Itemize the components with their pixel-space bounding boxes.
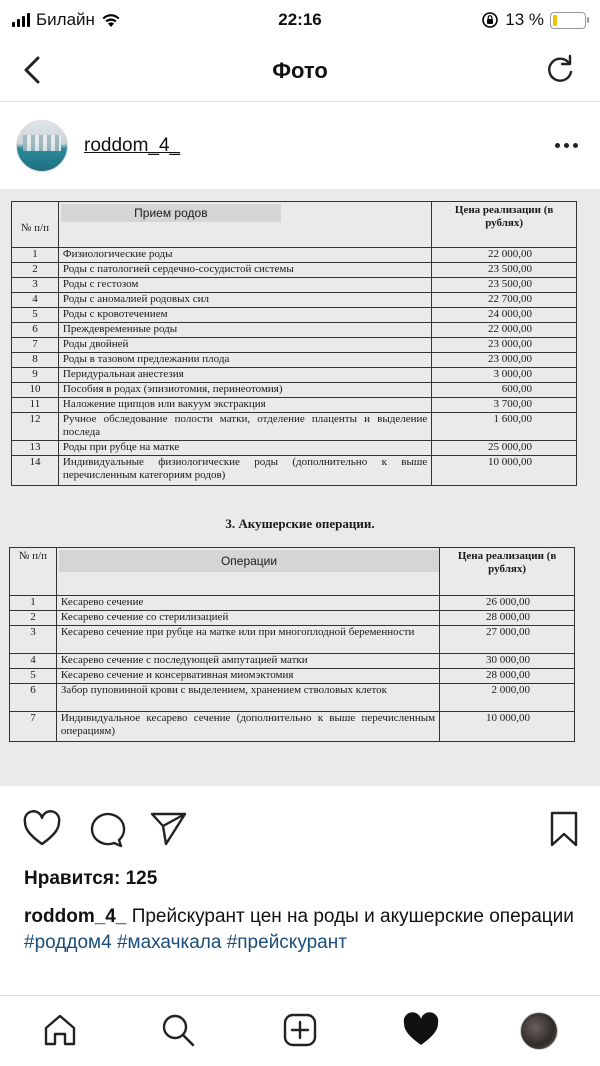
cell-num: 10	[12, 383, 59, 398]
cell-num: 11	[12, 398, 59, 413]
cell-price: 22 000,00	[432, 323, 577, 338]
table2-col-name: Операции	[59, 550, 439, 572]
search-icon[interactable]	[160, 1012, 196, 1048]
post-header	[0, 103, 600, 189]
cell-price: 600,00	[432, 383, 577, 398]
cell-price: 10 000,00	[432, 456, 577, 486]
table-row	[12, 383, 577, 398]
table-row	[10, 611, 575, 626]
cell-name: Роды при рубце на матке	[58, 441, 431, 456]
cell-price: 3 000,00	[432, 368, 577, 383]
cell-price: 2 000,00	[440, 684, 575, 712]
cell-price: 3 700,00	[432, 398, 577, 413]
cell-num: 13	[12, 441, 59, 456]
table-row	[12, 338, 577, 353]
cell-name: Кесарево сечение при рубце на матке или при многоплодной беременности	[56, 626, 439, 654]
hashtag-link[interactable]: #прейскурант	[226, 932, 347, 953]
battery-percent: 13 %	[505, 10, 544, 29]
cell-num: 12	[12, 413, 59, 441]
table1-col-num: № п/п	[12, 202, 59, 248]
table-row	[10, 684, 575, 712]
cell-name: Кесарево сечение и консервативная миомэктомия	[56, 669, 439, 684]
cell-price: 23 500,00	[432, 263, 577, 278]
table2-body	[10, 596, 575, 742]
cell-name: Перидуральная анестезия	[58, 368, 431, 383]
cell-num: 4	[12, 293, 59, 308]
section-title: 3. Акушерские операции.	[225, 516, 375, 531]
comment-icon[interactable]	[86, 810, 126, 848]
cell-num: 14	[12, 456, 59, 486]
orientation-lock-icon	[481, 11, 499, 29]
cell-num: 1	[12, 248, 59, 263]
cell-name: Забор пуповинной крови с выделением, хранением стволовых клеток	[56, 684, 439, 712]
likes-count[interactable]: Нравится: 125	[24, 868, 158, 889]
share-icon[interactable]	[148, 810, 188, 848]
back-chevron-icon[interactable]	[16, 52, 52, 88]
delivery-price-table	[11, 201, 577, 486]
cell-name: Наложение щипцов или вакуум экстракция	[58, 398, 431, 413]
table-row	[10, 654, 575, 669]
cell-name: Роды с кровотечением	[58, 308, 431, 323]
cell-name: Пособия в родах (эпизиотомия, перинеотомия)	[58, 383, 431, 398]
cell-name: Роды с гестозом	[58, 278, 431, 293]
table-row	[12, 368, 577, 383]
cell-name: Роды двойней	[58, 338, 431, 353]
cell-name: Преждевременные роды	[58, 323, 431, 338]
table-row	[12, 353, 577, 368]
table-row	[12, 398, 577, 413]
cell-num: 2	[12, 263, 59, 278]
table-row	[12, 263, 577, 278]
operations-price-table	[9, 547, 575, 742]
table-row	[12, 456, 577, 486]
table-row	[12, 293, 577, 308]
table1-body	[12, 248, 577, 486]
table-row	[12, 248, 577, 263]
cell-num: 2	[10, 611, 57, 626]
profile-avatar[interactable]	[520, 1012, 558, 1050]
cell-num: 7	[10, 712, 57, 742]
bookmark-icon[interactable]	[548, 810, 580, 848]
table-row	[10, 669, 575, 684]
cell-price: 24 000,00	[432, 308, 577, 323]
post-photo[interactable]	[0, 189, 600, 786]
page-title: Фото	[272, 57, 328, 83]
cell-price: 26 000,00	[440, 596, 575, 611]
cell-num: 3	[12, 278, 59, 293]
refresh-icon[interactable]	[542, 52, 578, 88]
caption-username[interactable]: roddom_4_	[24, 906, 127, 927]
cell-num: 7	[12, 338, 59, 353]
cell-num: 5	[12, 308, 59, 323]
like-heart-icon[interactable]	[22, 810, 62, 848]
cell-price: 25 000,00	[432, 441, 577, 456]
status-time: 22:16	[278, 10, 322, 29]
table1-col-price: Цена реализации (в рублях)	[432, 202, 577, 248]
cell-num: 1	[10, 596, 57, 611]
post-caption	[24, 904, 584, 956]
cell-price: 1 600,00	[432, 413, 577, 441]
cell-name: Индивидуальные физиологические роды (дополнительно к выше перечисленным категориям родов)	[58, 456, 431, 486]
cell-price: 28 000,00	[440, 669, 575, 684]
new-post-icon[interactable]	[282, 1012, 318, 1048]
home-icon[interactable]	[42, 1012, 78, 1048]
wifi-icon	[101, 12, 121, 28]
avatar[interactable]	[16, 120, 68, 172]
cell-price: 10 000,00	[440, 712, 575, 742]
cell-name: Роды с патологией сердечно-сосудистой системы	[58, 263, 431, 278]
cell-price: 23 500,00	[432, 278, 577, 293]
cell-num: 8	[12, 353, 59, 368]
table-row	[10, 596, 575, 611]
table2-col-num: № п/п	[10, 548, 57, 596]
post-username[interactable]: roddom_4_	[84, 135, 181, 156]
price-list-document	[0, 189, 600, 786]
cell-num: 9	[12, 368, 59, 383]
cell-num: 5	[10, 669, 57, 684]
hashtag-link[interactable]: #махачкала	[116, 932, 222, 953]
cell-name: Роды с аномалией родовых сил	[58, 293, 431, 308]
status-right	[481, 10, 586, 30]
post-actions	[0, 790, 600, 868]
cell-price: 23 000,00	[432, 338, 577, 353]
cell-num: 6	[10, 684, 57, 712]
carrier-label: Билайн	[36, 10, 95, 29]
cell-price: 23 000,00	[432, 353, 577, 368]
signal-icon	[12, 13, 30, 27]
cell-price: 22 700,00	[432, 293, 577, 308]
cell-name: Кесарево сечение со стерилизацией	[56, 611, 439, 626]
table-row	[12, 278, 577, 293]
cell-name: Ручное обследование полости матки, отделение плаценты и выделение последа	[58, 413, 431, 441]
table-row	[10, 712, 575, 742]
cell-num: 3	[10, 626, 57, 654]
battery-icon	[550, 12, 586, 29]
status-bar	[0, 0, 600, 40]
nav-bar	[0, 40, 600, 102]
cell-name: Кесарево сечение	[56, 596, 439, 611]
more-options-icon[interactable]	[555, 143, 578, 148]
table1-col-name: Прием родов	[61, 204, 281, 222]
activity-heart-icon[interactable]	[402, 1012, 440, 1048]
cell-num: 6	[12, 323, 59, 338]
table-row	[12, 441, 577, 456]
cell-name: Индивидуальное кесарево сечение (дополнительно к выше перечисленным операциям)	[56, 712, 439, 742]
cell-price: 27 000,00	[440, 626, 575, 654]
cell-name: Кесарево сечение с последующей ампутацией матки	[56, 654, 439, 669]
table-row	[12, 323, 577, 338]
cell-name: Роды в тазовом предлежании плода	[58, 353, 431, 368]
table2-col-price: Цена реализации (в рублях)	[440, 548, 575, 596]
table-row	[10, 626, 575, 654]
cell-price: 30 000,00	[440, 654, 575, 669]
cell-price: 28 000,00	[440, 611, 575, 626]
battery-fill	[553, 15, 557, 26]
hashtag-link[interactable]: #роддом4	[24, 932, 112, 953]
tab-bar	[0, 995, 600, 1066]
table-row	[12, 308, 577, 323]
cell-num: 4	[10, 654, 57, 669]
cell-name: Физиологические роды	[58, 248, 431, 263]
caption-text: Прейскурант цен на роды и акушерские операции	[126, 906, 574, 927]
cell-price: 22 000,00	[432, 248, 577, 263]
status-left	[12, 10, 121, 30]
table-row	[12, 413, 577, 441]
